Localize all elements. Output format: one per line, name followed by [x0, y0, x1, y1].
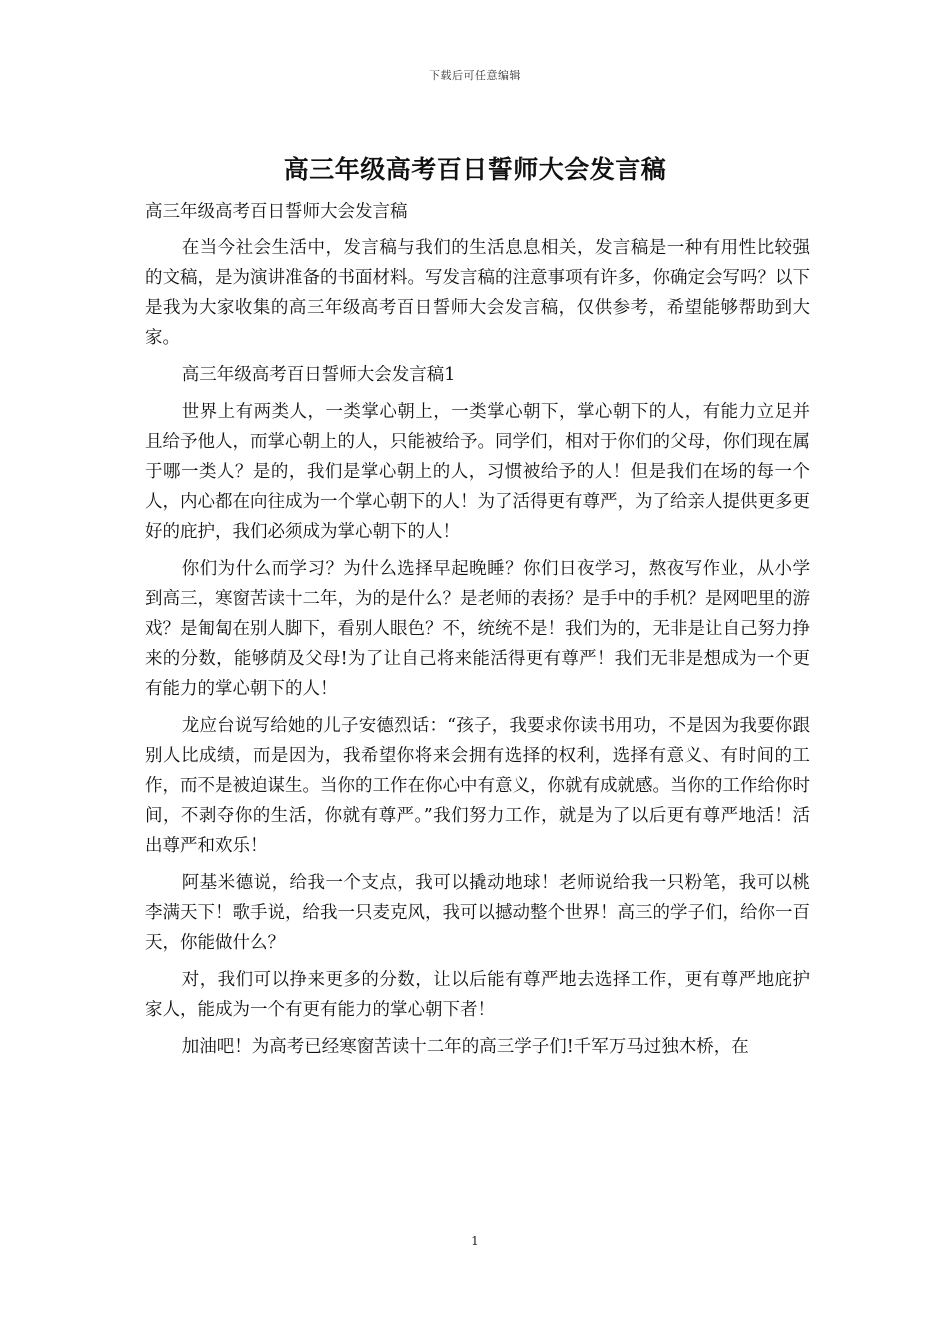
- section-heading: 高三年级高考百日誓师大会发言稿1: [181, 365, 456, 385]
- header-note: 下载后可任意编辑: [429, 69, 521, 82]
- body-paragraph: 阿基米德说，给我一个支点，我可以撬动地球！老师说给我一只粉笔，我可以桃李满天下！歌手说，给我一只麦克风，我可以撼动整个世界！高三的学子们，给你一百天，你能做什么？: [145, 873, 810, 953]
- body-paragraph: 你们为什么而学习？为什么选择早起晚睡？你们日夜学习，熬夜写作业，从小学到高三，寒窗苦读十二年，为的是什么？是老师的表扬？是手中的手机？是网吧里的游戏？是匍匐在别人脚下，看别人眼色？不，统统不是！我们为的，无非是让自己努力挣来的分数，能够荫及父母!为了让自己将来能活得更有尊严！我们无非是想成为一个更有能力的掌心朝下的人！: [145, 559, 810, 699]
- body-paragraph: 加油吧！为高考已经寒窗苦读十二年的高三学子们!千军万马过独木桥，在: [181, 1037, 749, 1057]
- document-body: [145, 197, 810, 1069]
- subtitle-paragraph: 高三年级高考百日誓师大会发言稿: [145, 202, 408, 222]
- document-title: 高三年级高考百日誓师大会发言稿: [283, 155, 667, 184]
- body-paragraph: 世界上有两类人，一类掌心朝上，一类掌心朝下，掌心朝下的人，有能力立足并且给予他人，而掌心朝上的人，只能被给予。同学们，相对于你们的父母，你们现在属于哪一类人？是的，我们是掌心朝上的人，习惯被给予的人！但是我们在场的每一个人，内心都在向往成为一个掌心朝下的人！为了活得更有尊严，为了给亲人提供更多更好的庇护，我们必须成为掌心朝下的人！: [145, 402, 810, 542]
- body-paragraph: 对，我们可以挣来更多的分数，让以后能有尊严地去选择工作，更有尊严地庇护家人，能成为一个有更有能力的掌心朝下者！: [145, 970, 810, 1020]
- intro-paragraph: 在当今社会生活中，发言稿与我们的生活息息相关，发言稿是一种有用性比较强的文稿，是为演讲准备的书面材料。写发言稿的注意事项有许多，你确定会写吗？以下是我为大家收集的高三年级高考百日誓师大会发言稿，仅供参考，希望能够帮助到大家。: [145, 238, 810, 348]
- page-number: 1: [471, 1234, 479, 1248]
- body-paragraph: 龙应台说写给她的儿子安德烈话：“孩子，我要求你读书用功，不是因为我要你跟别人比成绩，而是因为，我希望你将来会拥有选择的权利，选择有意义、有时间的工作，而不是被迫谋生。当你的工作在你心中有意义，你就有成就感。当你的工作给你时间，不剥夺你的生活，你就有尊严。”我们努力工作，就是为了以后更有尊严地活！活出尊严和欢乐！: [145, 716, 810, 856]
